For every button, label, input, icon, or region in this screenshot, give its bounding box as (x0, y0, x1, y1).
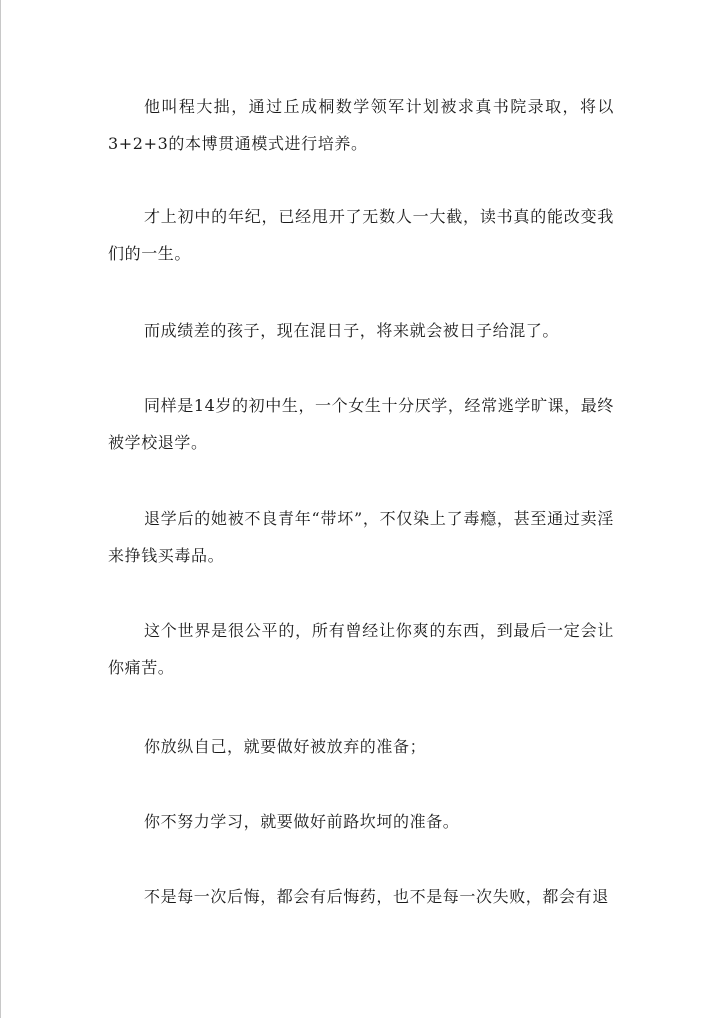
paragraph-9: 不是每一次后悔，都会有后悔药，也不是每一次失败，都会有退 (144, 887, 609, 906)
paragraph-2: 才上初中的年纪，已经甩开了无数人一大截，读书真的能改变我们的一生。 (108, 207, 614, 263)
paragraph-1: 他叫程大拙，通过丘成桐数学领军计划被求真书院录取，将以3+2+3的本博贯通模式进行培养。 (108, 97, 614, 153)
paragraph-4: 同样是14岁的初中生，一个女生十分厌学，经常逃学旷课，最终被学校退学。 (108, 396, 614, 452)
paragraph-8: 你不努力学习，就要做好前路坎坷的准备。 (144, 812, 460, 831)
paragraph-5: 退学后的她被不良青年“带坏”，不仅染上了毒瘾，甚至通过卖淫来挣钱买毒品。 (108, 509, 614, 565)
paragraph-3: 而成绩差的孩子，现在混日子，将来就会被日子给混了。 (144, 321, 560, 340)
paragraph-7: 你放纵自己，就要做好被放弃的准备； (144, 737, 427, 756)
paragraph-6: 这个世界是很公平的，所有曾经让你爽的东西，到最后一定会让你痛苦。 (108, 621, 614, 677)
